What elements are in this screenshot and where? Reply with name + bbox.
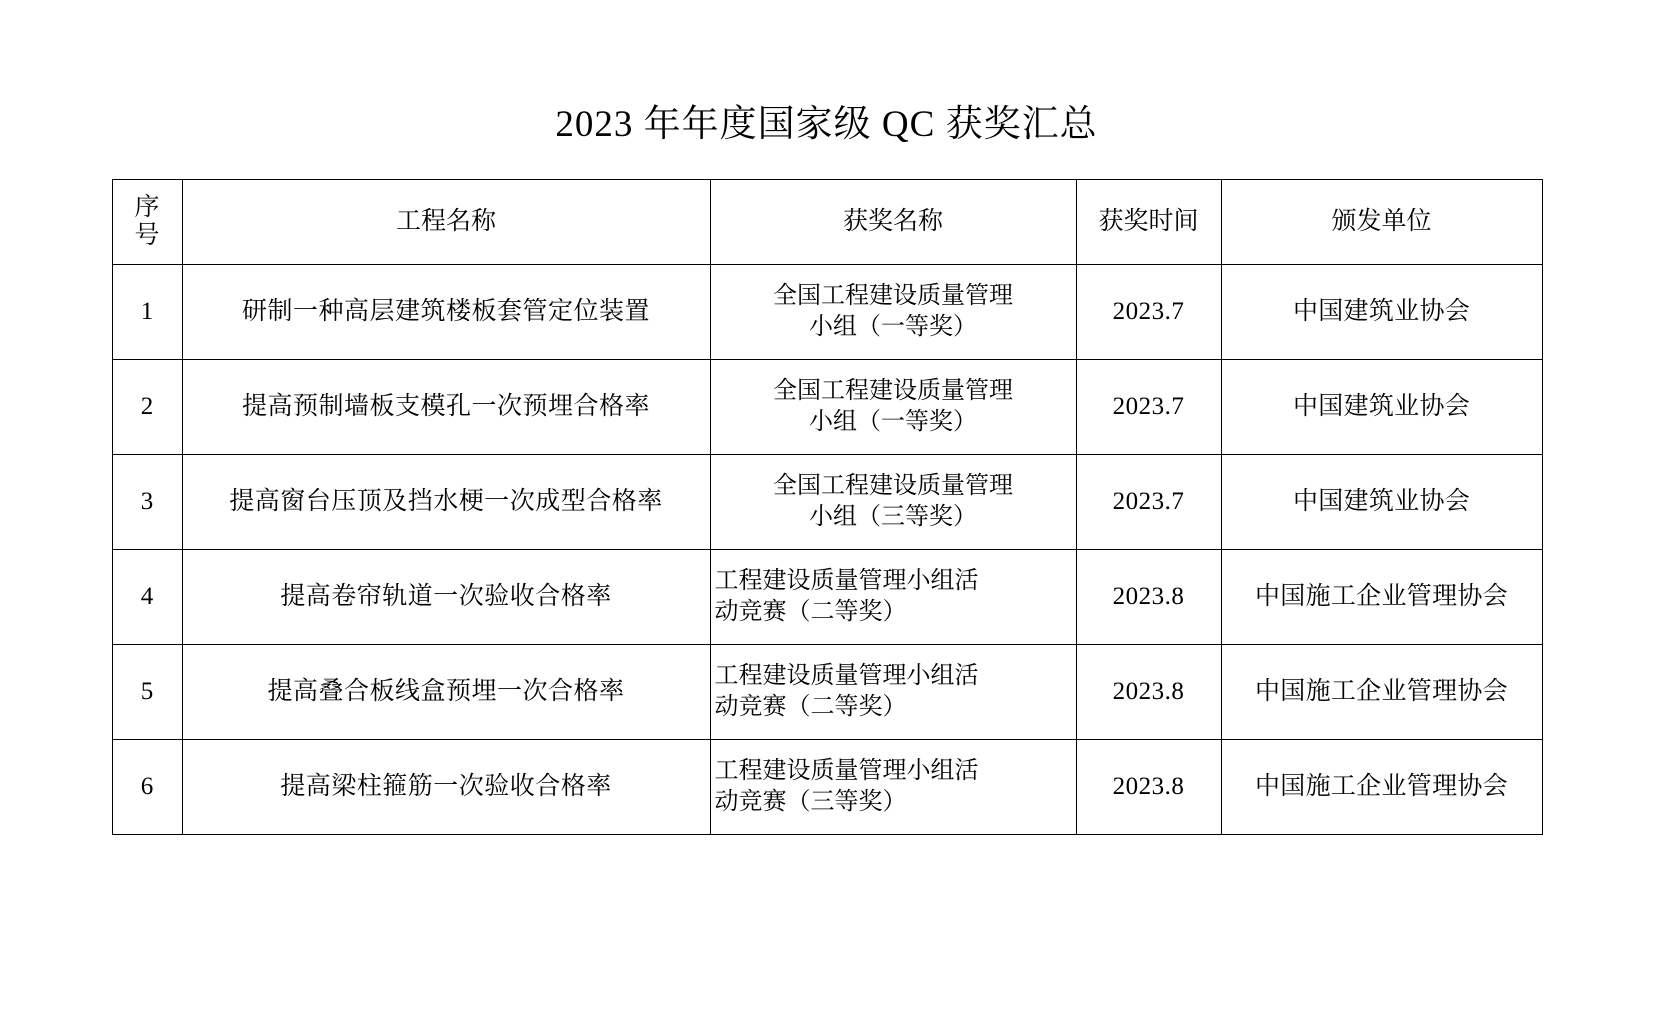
cell-org: 中国施工企业管理协会	[1221, 740, 1542, 835]
column-header-date: 获奖时间	[1076, 180, 1221, 265]
table-row	[112, 740, 1542, 835]
table-body	[112, 265, 1542, 835]
qc-award-summary-table	[112, 179, 1543, 835]
cell-award-line1: 工程建设质量管理小组活	[714, 568, 979, 595]
cell-award	[710, 265, 1076, 360]
cell-date: 2023.7	[1076, 360, 1221, 455]
table-row	[112, 550, 1542, 645]
table-container	[112, 147, 1542, 835]
cell-date: 2023.7	[1076, 265, 1221, 360]
table-row	[112, 645, 1542, 740]
cell-org: 中国施工企业管理协会	[1221, 645, 1542, 740]
cell-project: 提高卷帘轨道一次验收合格率	[182, 550, 710, 645]
cell-award	[710, 455, 1076, 550]
cell-index: 4	[112, 550, 182, 645]
cell-date: 2023.7	[1076, 455, 1221, 550]
column-header-index	[112, 180, 182, 265]
cell-date: 2023.8	[1076, 550, 1221, 645]
cell-award	[710, 360, 1076, 455]
cell-project: 提高窗台压顶及挡水梗一次成型合格率	[182, 455, 710, 550]
cell-index: 3	[112, 455, 182, 550]
page-title: 2023 年年度国家级 QC 获奖汇总	[555, 104, 1098, 145]
table-header-row	[112, 180, 1542, 265]
column-header-project: 工程名称	[182, 180, 710, 265]
cell-date: 2023.8	[1076, 740, 1221, 835]
cell-award-line2: 动竞赛（二等奖）	[714, 599, 907, 626]
cell-award-line1: 全国工程建设质量管理	[773, 473, 1013, 500]
cell-award-line2: 动竞赛（二等奖）	[714, 694, 907, 721]
cell-award	[710, 645, 1076, 740]
cell-index: 2	[112, 360, 182, 455]
table-row	[112, 265, 1542, 360]
cell-award	[710, 550, 1076, 645]
cell-org: 中国建筑业协会	[1221, 265, 1542, 360]
cell-award-line2: 小组（一等奖）	[809, 409, 977, 436]
cell-index: 6	[112, 740, 182, 835]
cell-date: 2023.8	[1076, 645, 1221, 740]
cell-award-line2: 小组（一等奖）	[809, 314, 977, 341]
column-header-index-line1: 序	[134, 194, 160, 222]
cell-award-line2: 动竞赛（三等奖）	[714, 789, 907, 816]
column-header-award: 获奖名称	[710, 180, 1076, 265]
cell-award-line2: 小组（三等奖）	[809, 504, 977, 531]
cell-org: 中国施工企业管理协会	[1221, 550, 1542, 645]
cell-org: 中国建筑业协会	[1221, 360, 1542, 455]
cell-project: 研制一种高层建筑楼板套管定位装置	[182, 265, 710, 360]
cell-project: 提高梁柱箍筋一次验收合格率	[182, 740, 710, 835]
cell-index: 5	[112, 645, 182, 740]
table-row	[112, 360, 1542, 455]
cell-award-line1: 全国工程建设质量管理	[773, 378, 1013, 405]
cell-org: 中国建筑业协会	[1221, 455, 1542, 550]
cell-award-line1: 全国工程建设质量管理	[773, 283, 1013, 310]
cell-award-line1: 工程建设质量管理小组活	[714, 663, 979, 690]
cell-award-line1: 工程建设质量管理小组活	[714, 758, 979, 785]
column-header-org: 颁发单位	[1221, 180, 1542, 265]
table-row	[112, 455, 1542, 550]
cell-index: 1	[112, 265, 182, 360]
column-header-index-line2: 号	[134, 222, 160, 250]
table-header	[112, 180, 1542, 265]
cell-project: 提高叠合板线盒预埋一次合格率	[182, 645, 710, 740]
cell-award	[710, 740, 1076, 835]
cell-project: 提高预制墙板支模孔一次预埋合格率	[182, 360, 710, 455]
